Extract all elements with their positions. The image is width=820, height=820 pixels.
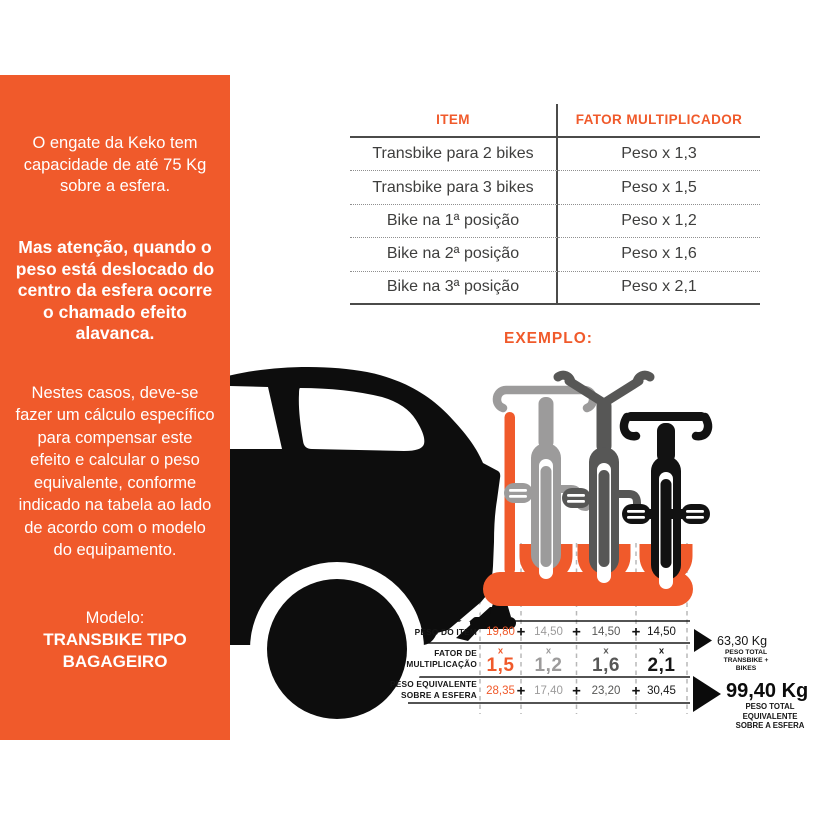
total-weight-value: 63,30 Kg [717,634,768,648]
table-cell-factor: Peso x 1,2 [558,205,760,238]
plus-icon: + [516,623,526,641]
times-icon: x [658,645,665,657]
factor-value: 1,6 [592,654,620,676]
equivalent-weight-value: 23,20 [591,684,621,697]
result-arrow-small [694,629,712,652]
plus-icon: + [572,682,581,699]
factor-table-header-item: ITEM [350,104,558,138]
table-cell-item: Bike na 3ª posição [350,272,558,305]
model-label: Modelo: [85,608,145,627]
total-equivalent-value: 99,40 Kg [726,680,809,702]
plus-icon: + [516,682,526,699]
item-weight-value: 14,50 [534,626,563,638]
table-cell-item: Bike na 2ª posição [350,238,558,271]
item-weight-value: 14,50 [591,626,621,638]
row-label-item-weight: PESO DO ITEM [414,627,477,637]
equivalent-weight-value: 17,40 [534,684,563,697]
result-arrow-large [693,676,721,712]
handlebar [626,412,706,421]
times-icon: x [603,645,609,657]
factor-value: 1,5 [486,654,515,676]
plus-icon: + [631,682,641,699]
item-weight-value: 14,50 [647,626,676,638]
sidebar-intro-paragraph: O engate da Keko tem capacidade de até 75 Kg sobre a esfera. [23,134,207,196]
row-label-equivalent: PESO EQUIVALENTE SOBRE A ESFERA [390,679,477,700]
factor-table [350,104,760,305]
example-heading: EXEMPLO: [504,330,593,347]
equivalent-weight-value: 28,35 [486,684,515,697]
sidebar-warning-paragraph: Mas atenção, quando o peso está deslocado do centro da esfera ocorre o chamado efeito alavanca. [15,237,215,344]
times-icon: x [545,645,552,657]
table-cell-factor: Peso x 2,1 [558,272,760,305]
sidebar [0,75,230,740]
rear-wheel [267,579,407,719]
sidebar-instructions-paragraph: Nestes casos, deve-se fazer um cálculo específico para compensar este efeito e calcular o peso equivalente, conforme indicado na tabela ao lado de acordo com o modelo do equipamento. [15,383,215,560]
equivalent-weight-value: 30,45 [647,684,676,697]
row-label-factor: FATOR DE MULTIPLICAÇÃO [406,648,477,669]
plus-icon: + [572,623,581,641]
total-equivalent-caption: PESO TOTAL EQUIVALENTE SOBRE A ESFERA [735,702,805,730]
factor-value: 2,1 [647,654,676,676]
item-weight-value: 19,80 [486,626,515,638]
factor-table-header-factor: FATOR MULTIPLICADOR [558,104,760,138]
table-cell-factor: Peso x 1,6 [558,238,760,271]
plus-icon: + [631,623,641,641]
table-cell-item: Transbike para 3 bikes [350,171,558,204]
table-cell-item: Bike na 1ª posição [350,205,558,238]
total-weight-caption: PESO TOTAL TRANSBIKE + BIKES [723,649,769,672]
table-cell-item: Transbike para 2 bikes [350,138,558,171]
model-name: TRANSBIKE TIPO BAGAGEIRO [43,629,187,671]
table-cell-factor: Peso x 1,3 [558,138,760,171]
table-cell-factor: Peso x 1,5 [558,171,760,204]
factor-value: 1,2 [534,654,563,676]
times-icon: x [497,645,504,657]
